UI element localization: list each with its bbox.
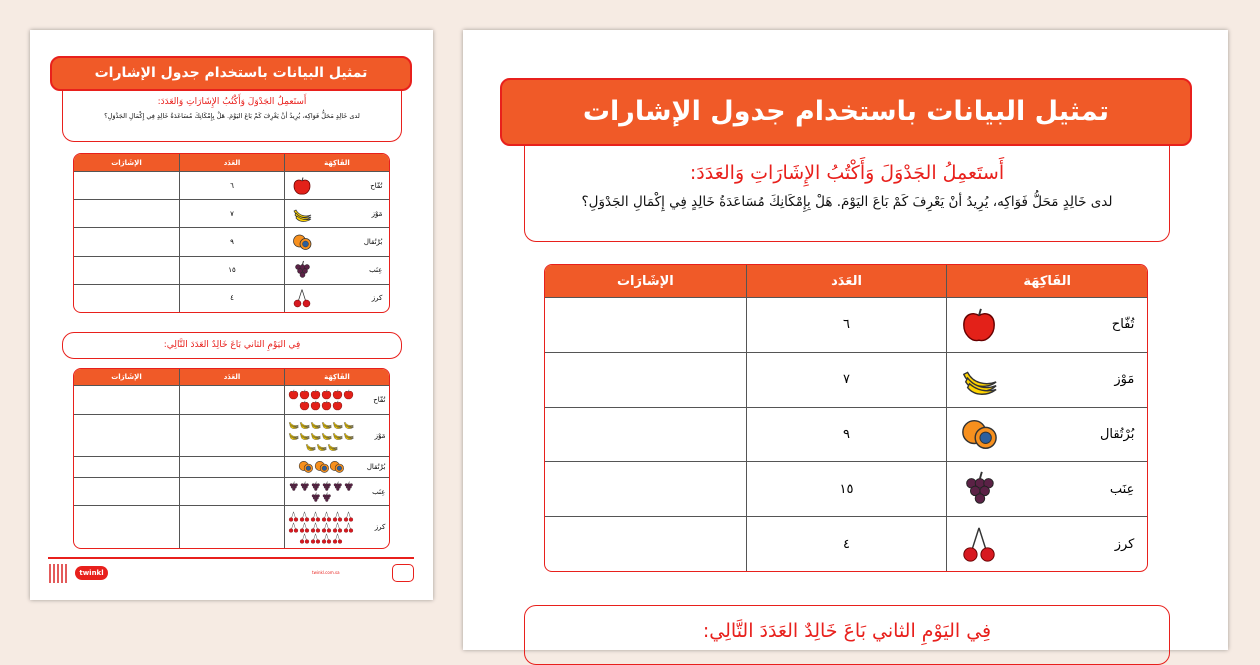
instruction-text: لدى خَالِدٍ مَحَلُّ فَوَاكِه، يُرِيدُ أنْ يَعْرِفَ كَمْ بَاعَ اليَوْمَ. هَلْ بِإِمْكَانِكَ مُسَاعَدَةُ خَالِدٍ فِي إِكْمَالِ الجَدْوَلِ؟: [104, 112, 360, 120]
fruit-name: مَوْز: [374, 431, 386, 440]
tally-cell[interactable]: [545, 516, 746, 571]
header-count: العَدَد: [746, 265, 947, 297]
twinkl-logo: twinkl: [75, 566, 108, 580]
footer-line: [48, 557, 414, 559]
fruit-pictures: [285, 511, 358, 544]
tally-cell[interactable]: [74, 284, 179, 312]
count-cell[interactable]: ٤: [179, 284, 284, 312]
fruit-name: بُرْتُقال: [363, 237, 383, 246]
tally-cell[interactable]: [74, 385, 179, 414]
header-count: العَدَد: [179, 369, 284, 385]
cherry-icon: [332, 511, 343, 522]
table-row: [545, 516, 1147, 571]
second-day-box: [62, 332, 402, 359]
banana-icon: [332, 430, 343, 441]
banana-icon: [305, 441, 316, 452]
table-row: [74, 199, 389, 227]
table-row: [74, 256, 389, 284]
fruit-cell: [284, 477, 389, 506]
cherry-icon: [332, 522, 343, 533]
banana-icon: [310, 419, 321, 430]
count-cell[interactable]: ٦: [179, 171, 284, 199]
fruit-cell-content: [285, 260, 389, 280]
fruit-cell: [284, 284, 389, 312]
cherry-icon: [292, 288, 312, 308]
page-main: [463, 30, 1228, 650]
fruit-cell-content: [285, 481, 389, 503]
table-row: [545, 461, 1147, 516]
apple-icon: [332, 389, 343, 400]
count-cell[interactable]: ١٥: [746, 461, 947, 516]
table-row: [74, 227, 389, 255]
fruit-name: كرز: [374, 523, 386, 532]
banana-icon: [299, 430, 310, 441]
fruit-cell: [284, 505, 389, 548]
table-row: [74, 414, 389, 457]
count-cell[interactable]: ٩: [746, 407, 947, 462]
banana-icon: [327, 441, 338, 452]
banana-icon: [316, 441, 327, 452]
banana-icon: [343, 430, 354, 441]
fruit-cell-content: [285, 511, 389, 544]
cherry-icon: [288, 511, 299, 522]
table-row: [545, 352, 1147, 407]
badge-logo: [392, 564, 414, 582]
table-header-row: [74, 369, 389, 385]
instruction-heading: أَستَعمِلُ الجَدْوَلَ وَأَكْتُبُ الإِشَارَاتِ وَالعَدَدَ:: [689, 162, 1005, 184]
fruit-name: تُفّاح: [373, 395, 386, 404]
cherry-icon: [343, 511, 354, 522]
fruit-table-day1: [73, 153, 390, 313]
banana-icon: [288, 419, 299, 430]
cherry-icon: [310, 511, 321, 522]
table-row: [74, 477, 389, 506]
fruit-name: عِنَب: [372, 487, 386, 496]
fruit-cell: [284, 256, 389, 284]
cherry-icon: [321, 511, 332, 522]
fruit-name: تُفّاح: [1111, 317, 1135, 333]
apple-icon: [321, 389, 332, 400]
fruit-table-day1: [544, 264, 1148, 572]
header-count: العَدَد: [179, 154, 284, 171]
grapes-icon: [343, 481, 354, 492]
fruit-cell: [946, 407, 1147, 462]
tally-cell[interactable]: [545, 352, 746, 407]
fruit-cell-content: [947, 470, 1147, 508]
second-day-heading: فِي اليَوْمِ الثاني بَاعَ خَالِدٌ العَدَدَ التَّالِي:: [702, 620, 992, 642]
apple-icon: [299, 400, 310, 411]
banana-icon: [299, 419, 310, 430]
cherry-icon: [321, 533, 332, 544]
fruit-name: كرز: [1114, 536, 1135, 552]
header-tally: الإشَارَات: [74, 154, 179, 171]
tally-cell[interactable]: [74, 505, 179, 548]
banana-icon: [332, 419, 343, 430]
count-cell[interactable]: ٧: [746, 352, 947, 407]
fruit-pictures: [285, 419, 358, 452]
tally-cell[interactable]: [74, 456, 179, 476]
fruit-cell: [284, 414, 389, 457]
apple-icon: [288, 389, 299, 400]
banana-icon: [288, 430, 299, 441]
table-row: [74, 505, 389, 548]
footer-url: twinkl.com.sa: [312, 570, 340, 575]
fruit-cell-content: [285, 176, 389, 196]
orange-icon: [314, 459, 329, 474]
instruction-box: [62, 91, 402, 142]
count-cell[interactable]: ٦: [746, 297, 947, 352]
fruit-pictures: [285, 481, 358, 503]
count-cell[interactable]: ٩: [179, 227, 284, 255]
count-cell[interactable]: [179, 385, 284, 414]
fruit-name: تُفّاح: [370, 181, 383, 190]
grapes-icon: [321, 492, 332, 503]
instruction-heading: أَستَعمِلُ الجَدْوَلَ وَأَكْتُبُ الإِشَارَاتِ وَالعَدَدَ:: [157, 97, 307, 107]
count-cell[interactable]: ١٥: [179, 256, 284, 284]
count-cell[interactable]: [179, 505, 284, 548]
grapes-icon: [332, 481, 343, 492]
fruit-pictures: [285, 459, 358, 474]
fruit-cell-content: [947, 306, 1147, 344]
banana-icon: [321, 430, 332, 441]
cherry-icon: [343, 522, 354, 533]
apple-icon: [960, 306, 998, 344]
header-tally: الإشَارَات: [545, 265, 746, 297]
apple-icon: [321, 400, 332, 411]
fruit-cell-content: [947, 361, 1147, 399]
tally-cell[interactable]: [74, 199, 179, 227]
count-cell[interactable]: ٤: [746, 516, 947, 571]
orange-icon: [292, 232, 312, 252]
fruit-cell-content: [285, 459, 389, 474]
fruit-name: بُرْتُقال: [366, 462, 386, 471]
fruit-cell: [946, 461, 1147, 516]
apple-icon: [310, 389, 321, 400]
header-fruit: الفَاكِهَة: [946, 265, 1147, 297]
fruit-name: عِنَب: [369, 266, 383, 275]
orange-icon: [960, 415, 998, 453]
banana-icon: [310, 430, 321, 441]
fruit-cell: [284, 227, 389, 255]
cherry-icon: [310, 522, 321, 533]
table-header-row: [545, 265, 1147, 297]
cherry-icon: [288, 522, 299, 533]
orange-icon: [329, 459, 344, 474]
fruit-name: عِنَب: [1109, 481, 1135, 497]
fruit-pictures: [285, 389, 358, 411]
tally-cell[interactable]: [74, 227, 179, 255]
fruit-cell-content: [947, 415, 1147, 453]
table-row: [74, 284, 389, 312]
fruit-cell-content: [285, 288, 389, 308]
fruit-cell-content: [285, 389, 389, 411]
orange-icon: [298, 459, 313, 474]
fruit-cell: [946, 516, 1147, 571]
count-cell[interactable]: [179, 477, 284, 506]
fruit-name: مَوْز: [1114, 372, 1135, 388]
fruit-cell-content: [947, 525, 1147, 563]
tally-cell[interactable]: [74, 171, 179, 199]
qr-code-icon: [49, 564, 68, 583]
cherry-icon: [299, 511, 310, 522]
grapes-icon: [321, 481, 332, 492]
tally-cell[interactable]: [74, 414, 179, 457]
second-day-box: [524, 605, 1170, 665]
fruit-name: بُرْتُقال: [1099, 426, 1135, 442]
count-cell[interactable]: ٧: [179, 199, 284, 227]
apple-icon: [343, 389, 354, 400]
title-banner: تمثيل البيانات باستخدام جدول الإشارات: [50, 56, 412, 91]
fruit-cell-content: [285, 419, 389, 452]
fruit-cell-content: [285, 232, 389, 252]
fruit-cell: [946, 297, 1147, 352]
page-thumbnail[interactable]: [30, 30, 433, 600]
tally-cell[interactable]: [74, 256, 179, 284]
grapes-icon: [299, 481, 310, 492]
cherry-icon: [321, 522, 332, 533]
table-row: [74, 385, 389, 414]
cherry-icon: [299, 522, 310, 533]
apple-icon: [292, 176, 312, 196]
apple-icon: [299, 389, 310, 400]
tally-cell[interactable]: [545, 297, 746, 352]
banana-icon: [292, 204, 312, 224]
cherry-icon: [299, 533, 310, 544]
table-row: [74, 171, 389, 199]
apple-icon: [332, 400, 343, 411]
banana-icon: [321, 419, 332, 430]
table-row: [545, 297, 1147, 352]
table-row: [74, 456, 389, 476]
tally-cell[interactable]: [545, 461, 746, 516]
fruit-cell: [284, 171, 389, 199]
instruction-box: [524, 146, 1170, 242]
fruit-cell: [284, 385, 389, 414]
fruit-table-day2: [73, 368, 390, 549]
grapes-icon: [310, 481, 321, 492]
count-cell[interactable]: [179, 456, 284, 476]
table-row: [545, 407, 1147, 462]
grapes-icon: [960, 470, 998, 508]
cherry-icon: [332, 533, 343, 544]
grapes-icon: [288, 481, 299, 492]
cherry-icon: [310, 533, 321, 544]
banana-icon: [960, 361, 998, 399]
fruit-cell-content: [285, 204, 389, 224]
title-banner: تمثيل البيانات باستخدام جدول الإشارات: [500, 78, 1192, 146]
grapes-icon: [292, 260, 312, 280]
fruit-name: مَوْز: [371, 209, 383, 218]
instruction-text: لدى خَالِدٍ مَحَلُّ فَوَاكِه، يُرِيدُ أنْ يَعْرِفَ كَمْ بَاعَ اليَوْمَ. هَلْ بِإِمْكَانِكَ مُسَاعَدَةُ خَالِدٍ فِي إِكْمَالِ الجَدْوَلِ؟: [581, 194, 1113, 210]
table-header-row: [74, 154, 389, 171]
header-tally: الإشَارَات: [74, 369, 179, 385]
fruit-cell: [284, 456, 389, 476]
cherry-icon: [960, 525, 998, 563]
fruit-cell: [946, 352, 1147, 407]
tally-cell[interactable]: [545, 407, 746, 462]
header-fruit: الفَاكِهَة: [284, 154, 389, 171]
fruit-name: كرز: [371, 294, 383, 303]
apple-icon: [310, 400, 321, 411]
banana-icon: [343, 419, 354, 430]
grapes-icon: [310, 492, 321, 503]
fruit-cell: [284, 199, 389, 227]
tally-cell[interactable]: [74, 477, 179, 506]
header-fruit: الفَاكِهَة: [284, 369, 389, 385]
count-cell[interactable]: [179, 414, 284, 457]
second-day-heading: فِي اليَوْمِ الثاني بَاعَ خَالِدٌ العَدَدَ التَّالِي:: [163, 340, 301, 350]
